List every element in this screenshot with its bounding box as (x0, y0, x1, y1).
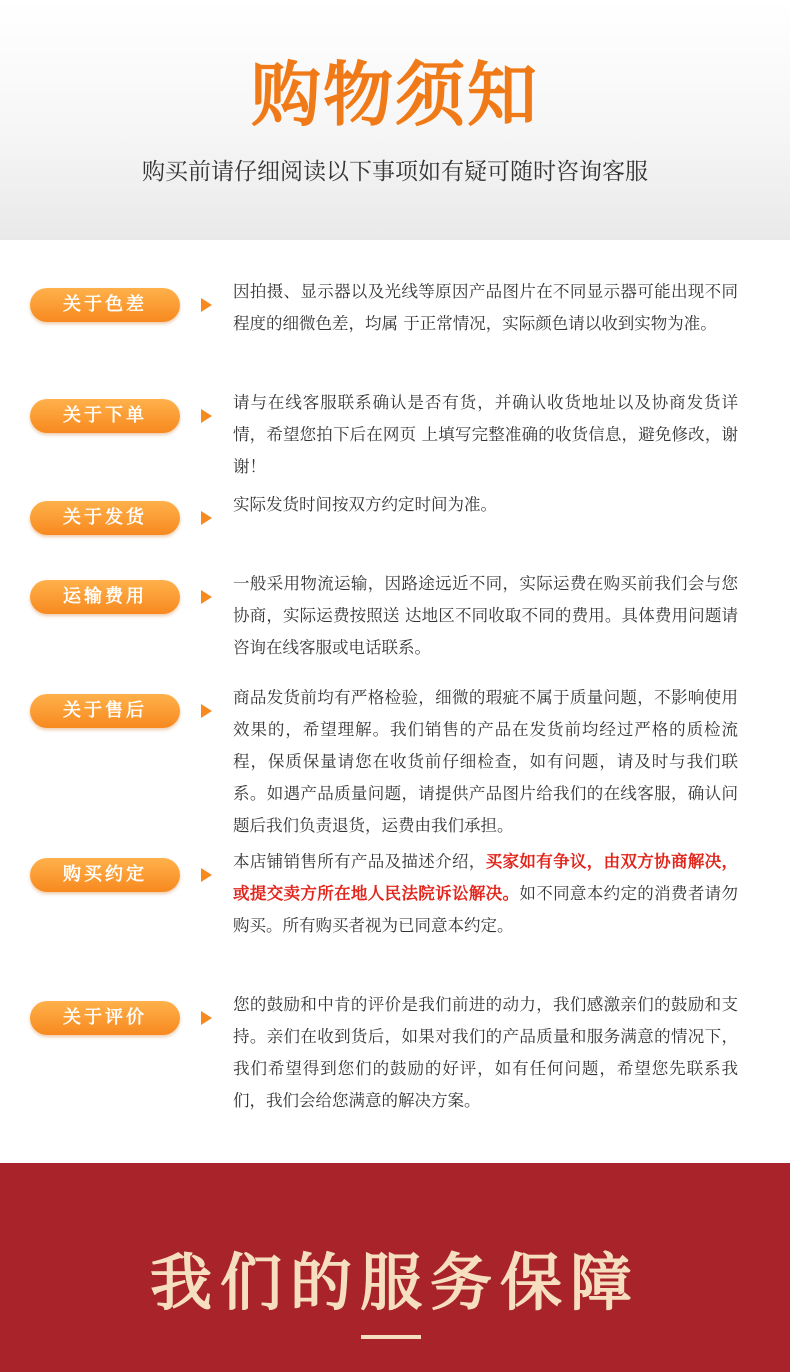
page-title: 购物须知 (251, 54, 539, 136)
notice-badge: 关于评价 (30, 1001, 180, 1035)
notice-text: 请与在线客服联系确认是否有货，并确认收货地址以及协商发货详情，希望您拍下后在网页 上填写完整准确的收货信息，避免修改，谢谢！ (233, 393, 738, 476)
notice-text-after: 如不同意本约定的消费者请勿购买。所有购买者视为已同意本约定。 (233, 884, 739, 935)
notice-text: 实际发货时间按双方约定时间为准。 (233, 495, 497, 514)
notice-text-before: 本店铺销售所有产品及描述介绍， (233, 852, 486, 871)
page-subtitle: 购买前请仔细阅读以下事项如有疑可随时咨询客服 (142, 159, 648, 185)
notice-text: 一般采用物流运输，因路途远近不同，实际运费在购买前我们会与您协商，实际运费按照送 达地区不同收取不同的费用。具体费用问题请咨询在线客服或电话联系。 (233, 574, 738, 657)
arrow-right-icon (201, 1011, 212, 1025)
notice-badge: 关于售后 (30, 694, 180, 728)
service-guarantee-banner (0, 1163, 790, 1372)
notice-badge: 运输费用 (30, 580, 180, 614)
page-header (0, 0, 790, 240)
notice-text: 商品发货前均有严格检验，细微的瑕疵不属于质量问题，不影响使用效果的，希望理解。我们销售的产品在发货前均经过严格的质检流程，保质保量请您在收货前仔细检查，如有问题，请及时与我们联系。如遇产品质量问题，请提供产品图片给我们的在线客服，确认问题后我们负责退货，运费由我们承担。 (233, 688, 738, 835)
notice-badge: 购买约定 (30, 858, 180, 892)
arrow-right-icon (201, 590, 212, 604)
notice-badge: 关于色差 (30, 288, 180, 322)
notice-badge: 关于发货 (30, 501, 180, 535)
title-underline (361, 1335, 421, 1339)
arrow-right-icon (201, 868, 212, 882)
service-guarantee-title: 我们的服务保障 (149, 1246, 640, 1319)
notice-text-highlight: 买家如有争议，由双方协商解决，或提交卖方所在地人民法院诉讼解决。 (233, 852, 739, 903)
arrow-right-icon (201, 704, 212, 718)
notice-badge: 关于下单 (30, 399, 180, 433)
arrow-right-icon (201, 298, 212, 312)
notice-text: 因拍摄、显示器以及光线等原因产品图片在不同显示器可能出现不同程度的细微色差，均属 于正常情况，实际颜色请以收到实物为准。 (233, 282, 738, 333)
notice-text: 您的鼓励和中肯的评价是我们前进的动力，我们感激亲们的鼓励和支持。亲们在收到货后，如果对我们的产品质量和服务满意的情况下，我们希望得到您们的鼓励的好评，如有任何问题，希望您先联系我们，我们会给您满意的解决方案。 (233, 995, 738, 1110)
arrow-right-icon (201, 409, 212, 423)
notice-text (233, 846, 738, 942)
arrow-right-icon (201, 511, 212, 525)
